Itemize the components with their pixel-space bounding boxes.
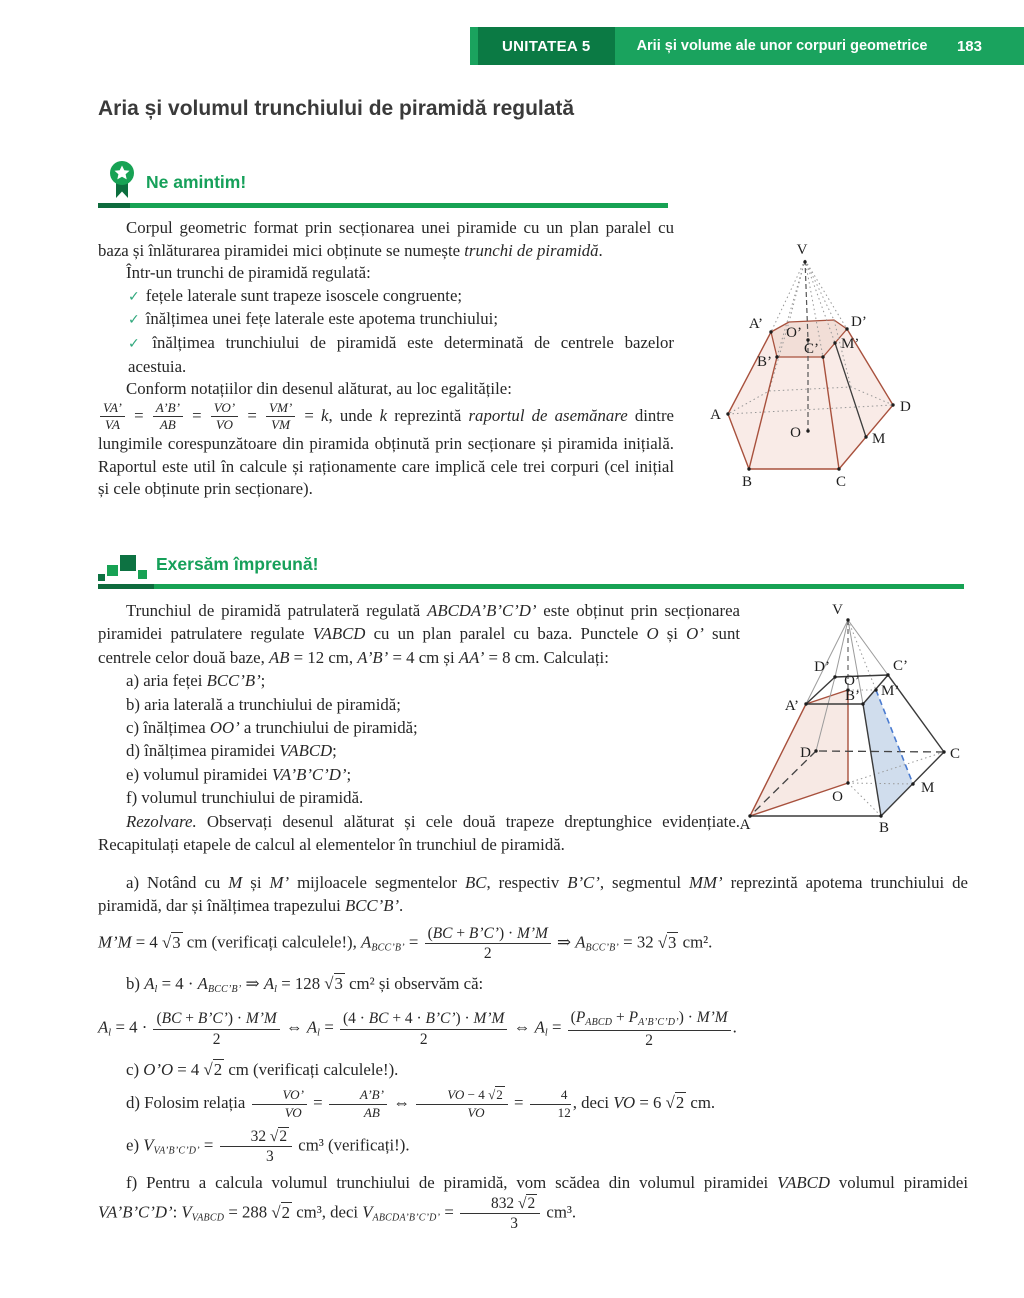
vertex-label-O-prime: O’ xyxy=(844,673,860,689)
chapter-title: Arii și volume ale unor corpuri geometrice xyxy=(636,38,928,54)
vertex-label-A: A xyxy=(739,817,751,833)
solution-step-d: d) Folosim relația $\frac{VO’}{VO}$ = $\frac{A’B’}{AB}$ ⇔ $\frac{VO - 4 √ 2}{VO}$ = $\frac{4}{12}$ , deci VO = 6 √ 2 cm. xyxy=(98,1088,968,1120)
remember-heading: Ne amintim! xyxy=(146,172,247,192)
vertex-label-C-prime: C’ xyxy=(893,658,908,674)
vertex-label-D-prime: D’ xyxy=(851,314,867,330)
exercise-item-d: d) înălțimea piramidei VABCD; xyxy=(126,741,337,761)
vertex-label-V: V xyxy=(832,602,843,618)
checklist-text: fețele laterale sunt trapeze isoscele congruente; xyxy=(145,285,463,305)
vertex-label-O-prime: O’ xyxy=(786,325,802,341)
vertex-label-O: O xyxy=(832,789,843,805)
checklist-item xyxy=(98,332,674,378)
exercise-item-c: c) înălțimea OO’ a trunchiului de piramidă; xyxy=(126,718,418,738)
vertex-label-B-prime: B’ xyxy=(757,354,772,370)
vertex-label-B: B xyxy=(741,474,753,490)
practice-heading: Exersăm împreună! xyxy=(156,554,319,574)
checkmark-icon: ✓ xyxy=(128,335,147,352)
vertex-label-A-prime: A’ xyxy=(784,698,799,714)
solution-step-e: e) VVA’B’C’D’ = $\frac{32 √ 2}{3}$ cm³ (verificați!). xyxy=(98,1128,968,1166)
exercise-item-b: b) aria laterală a trunchiului de piramidă; xyxy=(126,694,401,714)
award-ribbon-icon xyxy=(108,160,136,200)
checkmark-icon: ✓ xyxy=(128,288,140,305)
paragraph-definition: Corpul geometric format prin secționarea unei piramide cu un plan paralel cu baza și înlăturarea piramidei mici obținute se numește trunchi de piramidă. xyxy=(98,218,674,260)
figure-square-frustum xyxy=(737,600,1015,846)
solution-step-a-text: a) Notând cu M și M’ mijloacele segmentelor BC, respectiv B’C’, segmentul MM’ reprezintă apotema trunchiului de piramidă, dar și înălțimea trapezului BCC’B’. xyxy=(98,873,968,915)
page-title: Aria și volumul trunchiului de piramidă regulată xyxy=(98,97,575,120)
vertex-label-D-prime: D’ xyxy=(814,659,830,675)
vertex-label-B-prime: B’ xyxy=(845,688,860,704)
vertex-label-O: O xyxy=(790,425,801,441)
solution-step-b-math: Al = 4 · $\frac{(BC + B’C’) \cdot M’M}{2}$ ⇔ Al = $\frac{(4 \cdot BC + 4 \cdot B’C’) \cdot M’M}{2}$ ⇔ Al = $\frac{\text{(PABCD + PA’B’C’D’) · M’M}}{2}$ . xyxy=(98,1009,737,1049)
vertex-label-C: C xyxy=(950,746,961,762)
checkmark-icon: ✓ xyxy=(128,312,140,329)
unit-label: UNITATEA 5 xyxy=(502,37,591,55)
vertex-label-M: M xyxy=(872,431,886,447)
paragraph-ratio-formula: $\frac{VA’}{VA}$ = $\frac{A’B’}{AB}$ = $\frac{VO’}{VO}$ = $\frac{VM’}{VM}$ = k, unde k reprezintă raportul de asemănare dintre lungimile corespunzătoare din piramida obținută prin secționare și piramida inițială. Raportul este util în calcule și raționamente care implică cele trei corpuri (cel inițial și cele obținute prin secționare). xyxy=(98,399,674,499)
vertex-label-C-prime: C’ xyxy=(804,341,819,357)
solution-step-f: f) Pentru a calcula volumul trunchiului de piramidă, vom scădea din volumul piramidei VABCD volumul piramidei VA’B’C’D’: VVABCD = 288 √ 2 cm³, deci VABCDA’B’C’D’ = $\frac{832 √ 2}{3}$ cm³. xyxy=(98,1172,968,1232)
paragraph-intro: Într-un trunchi de piramidă regulată: xyxy=(126,263,371,283)
vertex-label-M: M xyxy=(921,780,935,796)
solution-step-c: c) O’O = 4 √ 2 cm (verificați calculele!). xyxy=(98,1059,968,1082)
vertex-label-B: B xyxy=(878,820,890,836)
remember-section xyxy=(98,217,674,501)
practice-rule xyxy=(98,584,964,589)
vertex-label-M-prime: M’ xyxy=(881,683,900,699)
remember-rule xyxy=(98,203,668,208)
header-bar xyxy=(470,27,1024,65)
vertex-label-A: A xyxy=(710,407,721,423)
vertex-label-V: V xyxy=(796,242,808,258)
exercise-item-e: e) volumul piramidei VA’B’C’D’; xyxy=(126,764,352,784)
page-number: 183 xyxy=(956,37,982,55)
exercise-item-f: f) volumul trunchiului de piramidă. xyxy=(126,788,364,808)
solution-section xyxy=(98,872,968,1240)
unit-badge xyxy=(478,27,615,65)
checklist-text: înălțimea trunchiului de piramidă este determinată de centrele bazelor acestuia. xyxy=(128,332,675,376)
vertex-label-D: D xyxy=(800,745,811,761)
solution-step-b-text: b) Al = 4 · ABCC’B’ ⇒ Al = 128 √ 3 cm² și observăm că: xyxy=(98,973,968,1002)
figure-hexagonal-frustum xyxy=(695,232,935,496)
checklist-text: înălțimea unei fețe laterale este apotema trunchiului; xyxy=(145,309,498,329)
solution-step-a-math: M’M = 4 √ 3 cm (verificați calculele!), ABCC’B’ = $\frac{(BC + B’C’) \cdot M’M}{2}$ ⇒ ABCC’B’ = 32 √ 3 cm². xyxy=(98,925,968,963)
paragraph-notations: Conform notațiilor din desenul alăturat, au loc egalitățile: xyxy=(126,379,512,399)
statement-paragraph: Trunchiul de piramidă patrulateră regulată ABCDA’B’C’D’ este obținut prin secționarea piramidei patrulatere regulate VABCD cu un plan paralel cu baza. Punctele O și O’ sunt centrele celor două baze, AB = 12 cm, A’B’ = 4 cm și AA’ = 8 cm. Calculați: xyxy=(98,601,741,667)
checklist-item xyxy=(98,308,674,332)
exercise-statement xyxy=(98,599,740,856)
vertex-label-C: C xyxy=(835,474,847,490)
vertex-label-A-prime: A’ xyxy=(748,316,763,332)
blocks-icon xyxy=(97,551,149,583)
vertex-label-M-prime: M’ xyxy=(841,336,860,352)
checklist-item xyxy=(98,285,674,309)
rezolvare-paragraph: Rezolvare. Observați desenul alăturat și cele două trapeze dreptunghice evidențiate. Recapitulați etapele de calcul al elementelor în trunchiul de piramidă. xyxy=(98,811,740,855)
exercise-item-a: a) aria feței BCC’B’; xyxy=(126,671,266,691)
vertex-label-D: D xyxy=(900,399,911,415)
